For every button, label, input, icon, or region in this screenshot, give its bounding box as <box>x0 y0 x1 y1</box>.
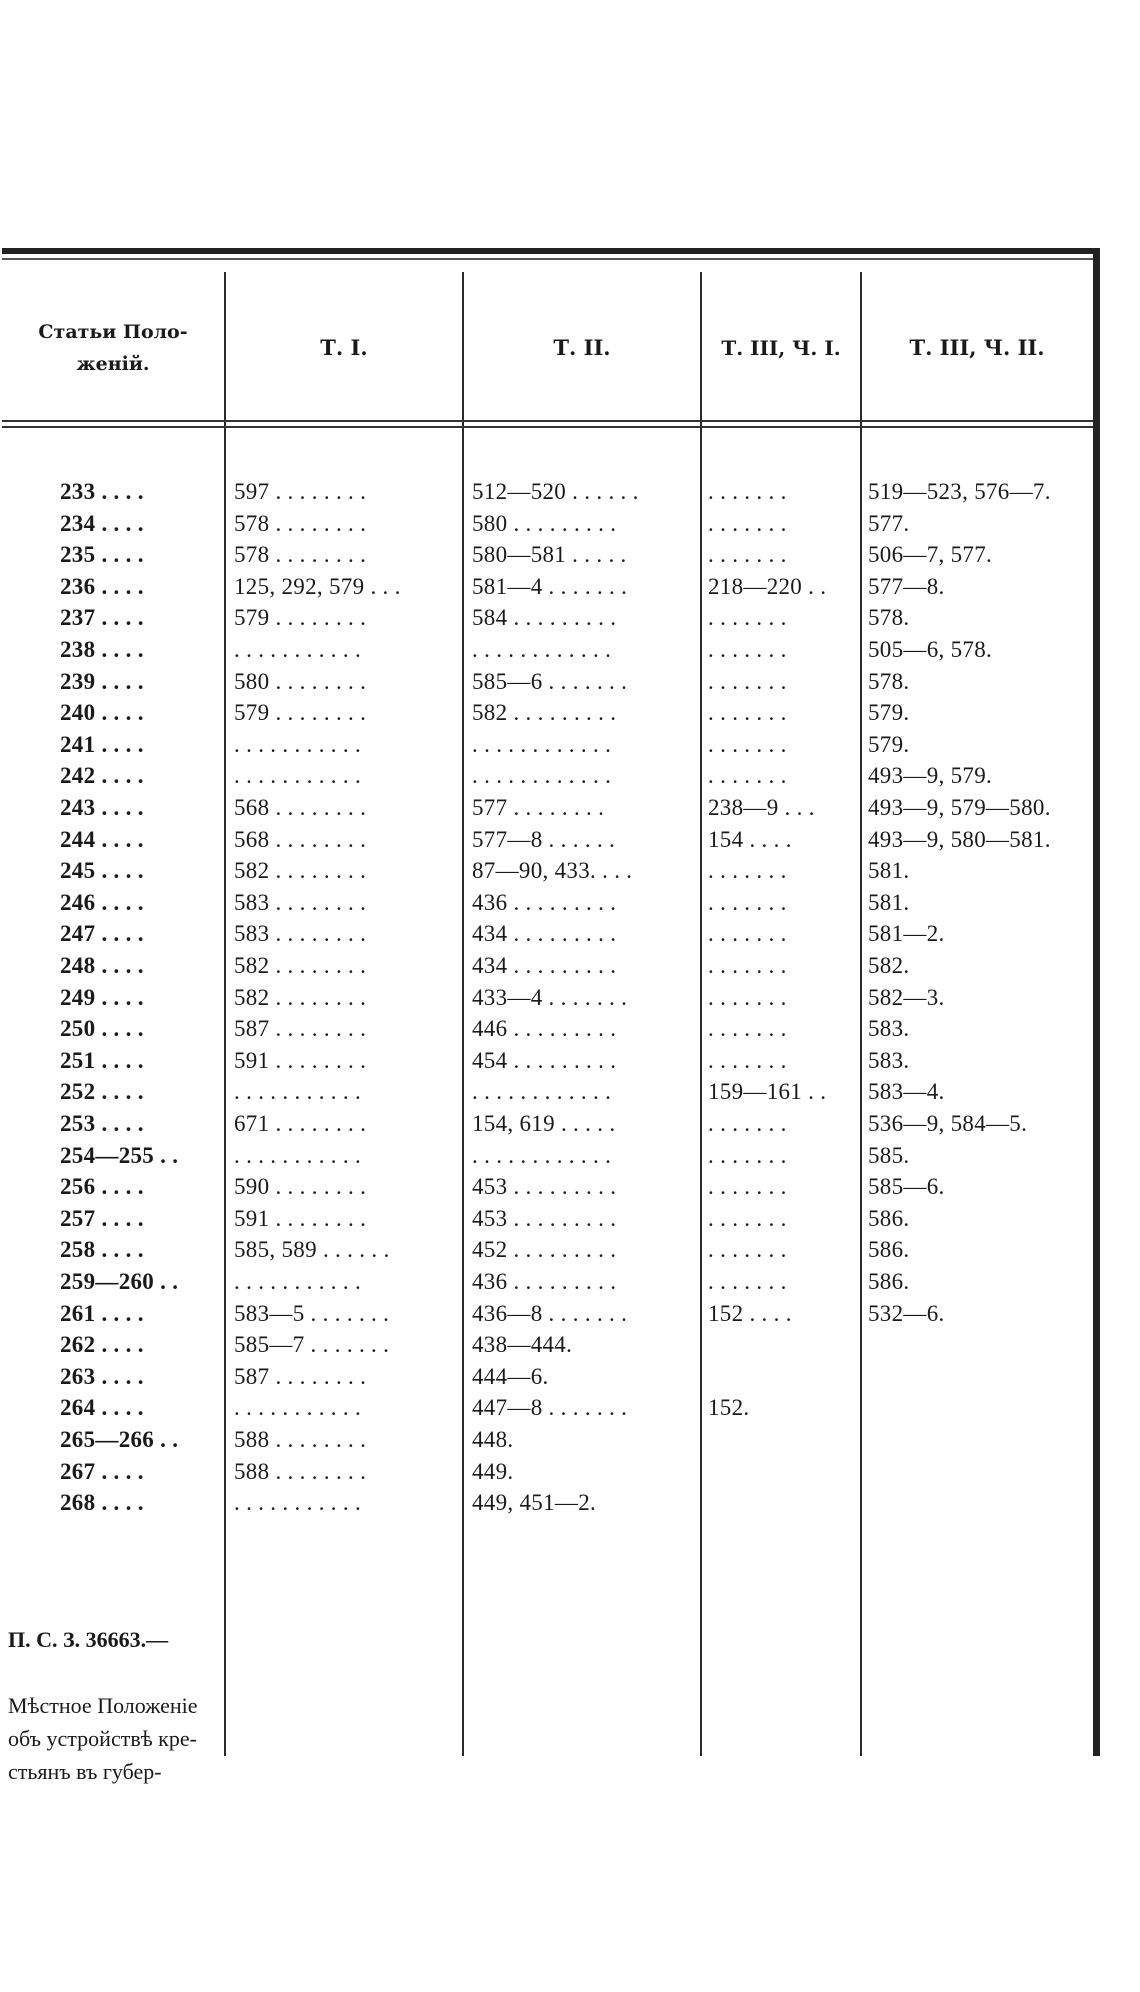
volume-2-ref: 582 . . . . . . . . . <box>472 700 617 726</box>
volume-1-ref: . . . . . . . . . . . <box>234 1395 362 1421</box>
article-number: 236 . . . . <box>60 573 144 599</box>
table-row <box>2 1108 1092 1140</box>
volume-2-ref: 449, 451—2. <box>472 1490 597 1516</box>
volume-1-ref: 585—7 . . . . . . . <box>234 1332 390 1358</box>
volume-3-part-2-ref: 586. <box>868 1237 910 1263</box>
volume-2-ref: 448. <box>472 1427 514 1452</box>
volume-1-ref: 587 . . . . . . . . <box>234 1016 367 1042</box>
volume-3-part-1-ref: . . . . . . . <box>708 731 787 757</box>
volume-3-part-1-ref: . . . . . . . <box>708 1205 787 1231</box>
table-row <box>2 792 1092 824</box>
volume-2-ref: . . . . . . . . . . . . <box>472 731 612 757</box>
article-number: 256 . . . . <box>60 1174 144 1200</box>
table-row <box>2 1392 1092 1424</box>
volume-3-part-2-ref: 585. <box>868 1142 910 1168</box>
volume-1-ref: . . . . . . . . . . . <box>234 637 362 662</box>
article-number: 239 . . . . <box>60 668 144 694</box>
volume-3-part-2-ref: 493—9, 579. <box>868 763 993 789</box>
volume-2-ref: 434 . . . . . . . . . <box>472 953 617 978</box>
volume-2-ref: . . . . . . . . . . . . <box>472 1079 612 1105</box>
volume-3-part-2-ref: 581. <box>868 889 910 915</box>
volume-1-ref: 583 . . . . . . . . <box>234 889 367 915</box>
article-number: 244 . . . . <box>60 826 144 852</box>
volume-1-ref: 588 . . . . . . . . <box>234 1458 367 1484</box>
article-number: 252 . . . . <box>60 1079 144 1105</box>
volume-3-part-1-ref <box>708 1361 858 1393</box>
volume-2-ref: 434 . . . . . . . . . <box>472 921 617 947</box>
volume-3-part-2-ref <box>868 1329 1090 1361</box>
volume-3-part-2-ref: 532—6. <box>868 1300 945 1326</box>
volume-1-ref: . . . . . . . . . . . <box>234 1079 362 1105</box>
table-row <box>2 1361 1092 1393</box>
volume-3-part-2-ref <box>868 1361 1090 1393</box>
volume-3-part-2-ref: 579. <box>868 731 910 757</box>
article-number: 240 . . . . <box>60 700 144 726</box>
volume-2-ref: 444—6. <box>472 1363 549 1389</box>
article-number: 263 . . . . <box>60 1363 144 1389</box>
volume-1-ref: 671 . . . . . . . . <box>234 1111 367 1136</box>
table-row <box>2 476 1092 508</box>
index-table <box>2 248 1100 1756</box>
table-row <box>2 539 1092 571</box>
volume-2-ref: 453 . . . . . . . . . <box>472 1174 617 1200</box>
volume-3-part-1-ref: 238—9 . . . <box>708 795 815 820</box>
volume-2-ref: 436 . . . . . . . . . <box>472 889 617 915</box>
header-volume-2: Т. II. <box>553 335 611 361</box>
article-number: 243 . . . . <box>60 795 144 820</box>
volume-2-ref: 580—581 . . . . . <box>472 542 627 568</box>
volume-3-part-1-ref: 152. <box>708 1395 750 1421</box>
volume-2-ref: 436 . . . . . . . . . <box>472 1269 617 1294</box>
volume-3-part-2-ref <box>868 1424 1090 1456</box>
volume-3-part-2-ref: 578. <box>868 605 910 631</box>
volume-3-part-2-ref: 582—3. <box>868 984 945 1010</box>
table-row <box>2 1234 1092 1266</box>
article-number: 241 . . . . <box>60 731 144 757</box>
volume-3-part-1-ref: . . . . . . . <box>708 637 787 662</box>
volume-1-ref: . . . . . . . . . . . <box>234 731 362 757</box>
article-number: 237 . . . . <box>60 605 144 631</box>
article-number: 246 . . . . <box>60 889 144 915</box>
volume-3-part-2-ref <box>868 1392 1090 1424</box>
volume-1-ref: 587 . . . . . . . . <box>234 1363 367 1389</box>
header-articles: Статьи Поло- женій. <box>38 320 188 375</box>
article-number: 257 . . . . <box>60 1205 144 1231</box>
volume-2-ref: 577—8 . . . . . . <box>472 826 616 852</box>
volume-2-ref: 449. <box>472 1458 514 1484</box>
article-number: 248 . . . . <box>60 953 144 978</box>
volume-3-part-2-ref: 579. <box>868 700 910 726</box>
table-row <box>2 760 1092 792</box>
article-number: 234 . . . . <box>60 510 144 536</box>
table-row <box>2 508 1092 540</box>
header-volume-3-part-1: Т. III, Ч. I. <box>721 336 841 360</box>
volume-2-ref: . . . . . . . . . . . . <box>472 763 612 789</box>
volume-3-part-1-ref <box>708 1487 858 1519</box>
article-number: 258 . . . . <box>60 1237 144 1263</box>
volume-3-part-1-ref: . . . . . . . <box>708 984 787 1010</box>
table-row <box>2 1140 1092 1172</box>
volume-3-part-2-ref: 493—9, 579—580. <box>868 795 1051 820</box>
volume-3-part-1-ref: . . . . . . . <box>708 1269 787 1294</box>
volume-3-part-2-ref: 577. <box>868 510 910 536</box>
volume-1-ref: 578 . . . . . . . . <box>234 542 367 568</box>
volume-2-ref: 433—4 . . . . . . . <box>472 984 628 1010</box>
table-row <box>2 1045 1092 1077</box>
volume-3-part-2-ref: 536—9, 584—5. <box>868 1111 1028 1136</box>
volume-1-ref: 579 . . . . . . . . <box>234 700 367 726</box>
volume-3-part-2-ref: 583. <box>868 1016 910 1042</box>
volume-1-ref: 591 . . . . . . . . <box>234 1205 367 1231</box>
volume-1-ref: 578 . . . . . . . . <box>234 510 367 536</box>
volume-2-ref: . . . . . . . . . . . . <box>472 1142 612 1168</box>
volume-1-ref: 591 . . . . . . . . <box>234 1047 367 1073</box>
volume-3-part-1-ref: . . . . . . . <box>708 889 787 915</box>
volume-2-ref: 446 . . . . . . . . . <box>472 1016 617 1042</box>
table-row <box>2 1329 1092 1361</box>
volume-2-ref: 453 . . . . . . . . . <box>472 1205 617 1231</box>
volume-3-part-1-ref: 218—220 . . <box>708 573 827 599</box>
volume-3-part-1-ref: 159—161 . . <box>708 1079 827 1105</box>
volume-2-ref: 447—8 . . . . . . . <box>472 1395 628 1421</box>
article-number: 261 . . . . <box>60 1300 144 1326</box>
volume-3-part-1-ref: . . . . . . . <box>708 1047 787 1073</box>
volume-2-ref: 438—444. <box>472 1332 573 1358</box>
volume-1-ref: 585, 589 . . . . . . <box>234 1237 390 1263</box>
volume-1-ref: 580 . . . . . . . . <box>234 668 367 694</box>
table-row <box>2 855 1092 887</box>
volume-3-part-1-ref: . . . . . . . <box>708 479 787 504</box>
volume-3-part-2-ref: 493—9, 580—581. <box>868 826 1051 852</box>
volume-2-ref: 436—8 . . . . . . . <box>472 1300 628 1326</box>
volume-1-ref: 582 . . . . . . . . <box>234 858 367 884</box>
article-number: 265—266 . . <box>60 1427 179 1452</box>
table-row <box>2 1171 1092 1203</box>
volume-2-ref: 154, 619 . . . . . <box>472 1111 616 1136</box>
footnote <box>8 1590 216 1788</box>
volume-1-ref: 583—5 . . . . . . . <box>234 1300 390 1326</box>
volume-1-ref: . . . . . . . . . . . <box>234 1490 362 1516</box>
table-row <box>2 1076 1092 1108</box>
volume-2-ref: 87—90, 433. . . . <box>472 858 633 884</box>
volume-3-part-2-ref: 505—6, 578. <box>868 637 993 662</box>
volume-3-part-1-ref <box>708 1456 858 1488</box>
article-number: 267 . . . . <box>60 1458 144 1484</box>
article-number: 247 . . . . <box>60 921 144 947</box>
volume-3-part-1-ref: . . . . . . . <box>708 542 787 568</box>
table-row <box>2 571 1092 603</box>
volume-1-ref: 568 . . . . . . . . <box>234 826 367 852</box>
volume-3-part-1-ref: . . . . . . . <box>708 700 787 726</box>
volume-1-ref: 590 . . . . . . . . <box>234 1174 367 1200</box>
volume-3-part-2-ref: 583. <box>868 1047 910 1073</box>
volume-1-ref: 568 . . . . . . . . <box>234 795 367 820</box>
table-row <box>2 729 1092 761</box>
volume-3-part-1-ref <box>708 1329 858 1361</box>
volume-3-part-1-ref: . . . . . . . <box>708 1142 787 1168</box>
volume-1-ref: 597 . . . . . . . . <box>234 479 367 504</box>
volume-1-ref: 579 . . . . . . . . <box>234 605 367 631</box>
table-row <box>2 1424 1092 1456</box>
volume-3-part-2-ref: 581. <box>868 858 910 884</box>
volume-3-part-2-ref: 586. <box>868 1205 910 1231</box>
volume-3-part-2-ref <box>868 1487 1090 1519</box>
volume-3-part-1-ref: 154 . . . . <box>708 826 792 852</box>
footnote-text: Мѣстное Положеніе объ устройствѣ кре- стьянъ въ губер- <box>8 1693 198 1784</box>
table-row <box>2 1013 1092 1045</box>
table-row <box>2 1203 1092 1235</box>
table-row <box>2 982 1092 1014</box>
volume-2-ref: 581—4 . . . . . . . <box>472 573 628 599</box>
volume-3-part-2-ref: 578. <box>868 668 910 694</box>
table-row <box>2 1266 1092 1298</box>
volume-3-part-1-ref: . . . . . . . <box>708 921 787 947</box>
article-number: 233 . . . . <box>60 479 144 504</box>
volume-3-part-2-ref: 586. <box>868 1269 910 1294</box>
volume-2-ref: 580 . . . . . . . . . <box>472 510 617 536</box>
volume-2-ref: 454 . . . . . . . . . <box>472 1047 617 1073</box>
article-number: 254—255 . . <box>60 1142 179 1168</box>
table-row <box>2 602 1092 634</box>
article-number: 235 . . . . <box>60 542 144 568</box>
article-number: 253 . . . . <box>60 1111 144 1136</box>
article-number: 259—260 . . <box>60 1269 179 1294</box>
volume-3-part-1-ref: . . . . . . . <box>708 953 787 978</box>
article-number: 249 . . . . <box>60 984 144 1010</box>
volume-2-ref: . . . . . . . . . . . . <box>472 637 612 662</box>
article-number: 250 . . . . <box>60 1016 144 1042</box>
volume-2-ref: 584 . . . . . . . . . <box>472 605 617 631</box>
article-number: 268 . . . . <box>60 1490 144 1516</box>
volume-3-part-1-ref: . . . . . . . <box>708 1111 787 1136</box>
volume-3-part-2-ref: 585—6. <box>868 1174 945 1200</box>
volume-3-part-1-ref: . . . . . . . <box>708 1016 787 1042</box>
article-number: 262 . . . . <box>60 1332 144 1358</box>
volume-1-ref: . . . . . . . . . . . <box>234 1142 362 1168</box>
volume-3-part-1-ref: . . . . . . . <box>708 1174 787 1200</box>
volume-3-part-2-ref: 519—523, 576—7. <box>868 479 1051 504</box>
volume-3-part-2-ref: 581—2. <box>868 921 945 947</box>
article-number: 264 . . . . <box>60 1395 144 1421</box>
volume-3-part-2-ref: 582. <box>868 953 910 978</box>
volume-2-ref: 585—6 . . . . . . . <box>472 668 628 694</box>
volume-1-ref: 582 . . . . . . . . <box>234 953 367 978</box>
header-rule <box>2 426 1093 428</box>
table-row <box>2 918 1092 950</box>
table-row <box>2 666 1092 698</box>
volume-3-part-2-ref: 583—4. <box>868 1079 945 1105</box>
table-row <box>2 697 1092 729</box>
volume-3-part-2-ref: 577—8. <box>868 573 945 599</box>
volume-2-ref: 512—520 . . . . . . <box>472 479 639 504</box>
volume-3-part-1-ref: . . . . . . . <box>708 1237 787 1263</box>
volume-3-part-1-ref: . . . . . . . <box>708 858 787 884</box>
header-volume-1: Т. I. <box>320 335 368 361</box>
volume-1-ref: . . . . . . . . . . . <box>234 763 362 789</box>
volume-1-ref: 582 . . . . . . . . <box>234 984 367 1010</box>
footnote-reference: П. С. З. 36663.— <box>8 1627 169 1652</box>
volume-3-part-1-ref: . . . . . . . <box>708 763 787 789</box>
table-row <box>2 1298 1092 1330</box>
volume-1-ref: 588 . . . . . . . . <box>234 1427 367 1452</box>
volume-1-ref: . . . . . . . . . . . <box>234 1269 362 1294</box>
volume-3-part-1-ref: . . . . . . . <box>708 668 787 694</box>
volume-3-part-1-ref <box>708 1424 858 1456</box>
volume-1-ref: 125, 292, 579 . . . <box>234 573 401 599</box>
volume-3-part-1-ref: 152 . . . . <box>708 1300 792 1326</box>
header-volume-3-part-2: Т. III, Ч. II. <box>909 335 1045 361</box>
article-number: 238 . . . . <box>60 637 144 662</box>
table-row <box>2 1487 1092 1519</box>
article-number: 245 . . . . <box>60 858 144 884</box>
volume-1-ref: 583 . . . . . . . . <box>234 921 367 947</box>
volume-3-part-2-ref <box>868 1456 1090 1488</box>
table-row <box>2 1456 1092 1488</box>
article-number: 242 . . . . <box>60 763 144 789</box>
volume-2-ref: 452 . . . . . . . . . <box>472 1237 617 1263</box>
table-row <box>2 634 1092 666</box>
volume-3-part-1-ref: . . . . . . . <box>708 605 787 631</box>
volume-3-part-2-ref: 506—7, 577. <box>868 542 993 568</box>
table-row <box>2 824 1092 856</box>
volume-2-ref: 577 . . . . . . . . <box>472 795 605 820</box>
table-row <box>2 950 1092 982</box>
table-row <box>2 887 1092 919</box>
volume-3-part-1-ref: . . . . . . . <box>708 510 787 536</box>
article-number: 251 . . . . <box>60 1047 144 1073</box>
